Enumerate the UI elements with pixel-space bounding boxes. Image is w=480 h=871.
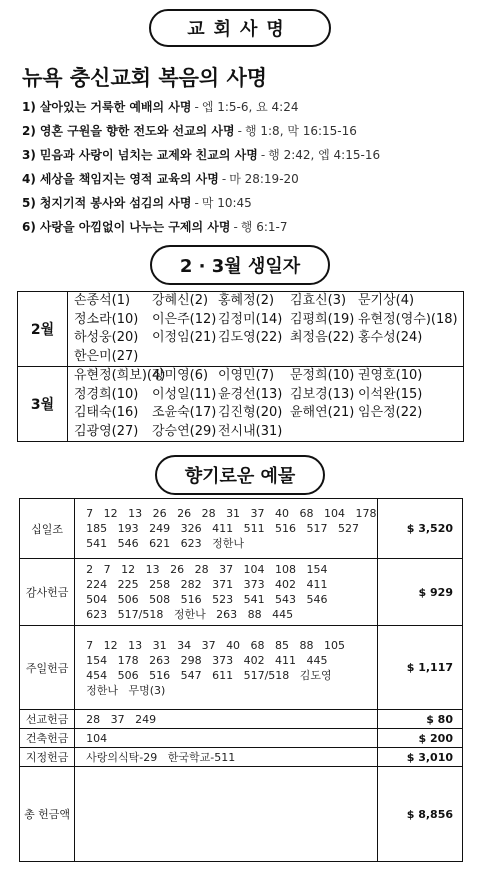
- offering-amount: $ 8,856: [377, 767, 463, 862]
- birthday-name: 이석완(15): [358, 386, 423, 402]
- mission-item-number: 1): [22, 100, 36, 114]
- birthday-name: 임은정(22): [358, 405, 423, 420]
- offering-donor-list: [75, 559, 377, 626]
- birthday-name: 하성웅(20): [74, 330, 139, 345]
- mission-item-reference: 행 1:8, 막 16:15-16: [244, 124, 357, 138]
- offering-donor-line: 사랑의식탁-29 한국학교-511: [86, 750, 236, 764]
- birthday-names-cell: [68, 367, 464, 442]
- offering-donor-list: [75, 767, 377, 862]
- offering-amount: $ 1,117: [377, 626, 463, 710]
- mission-item-number: 2): [22, 124, 36, 138]
- offering-amount: $ 200: [377, 729, 463, 748]
- offering-donor-line: 454 506 516 547 611 517/518 김도영: [86, 668, 332, 682]
- birthday-line: [74, 367, 463, 386]
- mission-item-number: 6): [22, 220, 36, 234]
- mission-item: [22, 143, 380, 167]
- birthday-month-row: [18, 367, 464, 442]
- offering-donor-line: 185 193 249 326 411 511 516 517 527: [86, 522, 360, 535]
- mission-item-text: 세상을 책임지는 영적 교육의 사명: [39, 172, 219, 186]
- birthday-name: 손종석(1): [74, 293, 131, 308]
- birthday-name: 권영호(10): [358, 368, 423, 383]
- mission-item-text: 청지기적 봉사와 섬김의 사명: [39, 196, 192, 210]
- birthday-name: 김진형(20): [218, 405, 283, 420]
- birthday-name: 김광영(27): [74, 423, 139, 439]
- offering-category: 십일조: [20, 499, 75, 559]
- offering-donor-list: [75, 710, 377, 729]
- offering-table: [19, 498, 463, 862]
- mission-item-dash: -: [233, 220, 238, 234]
- offering-donor-list: [75, 499, 377, 559]
- birthday-name: 이은주(12): [152, 311, 217, 327]
- offering-category: 총 헌금액: [20, 767, 75, 862]
- offering-donor-line: 28 37 249: [86, 712, 157, 726]
- birthday-name: 문기상(4): [358, 293, 415, 308]
- birthday-line: [74, 348, 463, 367]
- offering-row: [20, 710, 463, 729]
- birthday-line: [74, 311, 463, 330]
- birthday-name: 정경희(10): [74, 386, 139, 402]
- offering-row: [20, 559, 463, 626]
- offering-category: 주일헌금: [20, 626, 75, 710]
- mission-item-number: 4): [22, 172, 36, 186]
- mission-list: [22, 95, 380, 239]
- offering-donor-list: [75, 729, 377, 748]
- mission-item-number: 5): [22, 196, 36, 210]
- birthday-name: 홍혜정(2): [218, 293, 275, 308]
- birthday-name: 한은미(27): [74, 348, 139, 364]
- birthday-line: [74, 423, 463, 442]
- birthday-name: 강승연(29): [152, 423, 217, 439]
- mission-item-text: 영혼 구원을 향한 전도와 선교의 사명: [39, 124, 235, 138]
- mission-item-reference: 마 28:19-20: [229, 172, 299, 186]
- offering-donor-list: [75, 748, 377, 767]
- offering-amount: $ 80: [377, 710, 463, 729]
- offering-amount: $ 929: [377, 559, 463, 626]
- mission-item-dash: -: [194, 196, 199, 210]
- birthday-line: [74, 292, 463, 311]
- offering-donor-line: 2 7 12 13 26 28 37 104 108 154: [86, 563, 328, 576]
- offering-donor-line: 154 178 263 298 373 402 411 445: [86, 653, 328, 667]
- offering-row: [20, 499, 463, 559]
- mission-title: 뉴욕 충신교회 복음의 사명: [22, 66, 268, 90]
- birthday-line: [74, 404, 463, 423]
- offering-row: [20, 767, 463, 862]
- offering-donor-line: 7 12 13 31 34 37 40 68 85 88 105: [86, 638, 346, 652]
- offering-row: [20, 729, 463, 748]
- birthday-section-header: 2 · 3월 생일자: [150, 245, 330, 285]
- birthday-line: [74, 386, 463, 405]
- offering-donor-list: [75, 626, 377, 710]
- mission-item-dash: -: [237, 124, 242, 138]
- birthday-name: 이영민(7): [218, 368, 275, 383]
- birthday-name: 장미영(6): [152, 368, 209, 383]
- mission-item: [22, 191, 380, 215]
- birthday-name: 유현정(영수)(18): [358, 311, 458, 327]
- birthday-name: 김보경(13): [290, 386, 355, 402]
- birthday-name: 문정희(10): [290, 368, 355, 383]
- birthday-name: 김태숙(16): [74, 405, 139, 420]
- offering-donor-line: 541 546 621 623 정한나: [86, 537, 244, 550]
- mission-item-dash: -: [221, 172, 227, 186]
- birthday-line: [74, 329, 463, 348]
- mission-section-header: 교회사명: [149, 9, 331, 47]
- birthday-name: 윤해연(21): [290, 405, 355, 420]
- mission-item-dash: -: [260, 148, 266, 162]
- birthday-name: 이성일(11): [152, 386, 217, 402]
- offering-donor-line: 504 506 508 516 523 541 543 546: [86, 593, 328, 606]
- mission-item-number: 3): [22, 148, 36, 162]
- offering-donor-line: 7 12 13 26 26 28 31 37 40 68 104 178: [86, 507, 377, 520]
- mission-item-reference: 행 6:1-7: [240, 220, 288, 234]
- birthday-month-label: 2월: [18, 292, 68, 367]
- offering-category: 감사헌금: [20, 559, 75, 626]
- birthday-name: 조윤숙(17): [152, 405, 217, 420]
- mission-item-reference: 엡 1:5-6, 요 4:24: [201, 100, 299, 114]
- birthday-name: 이정임(21): [152, 330, 217, 345]
- birthday-name: 김도영(22): [218, 330, 283, 345]
- offering-donor-line: 224 225 258 282 371 373 402 411: [86, 578, 328, 591]
- birthday-name: 유현정(희보)(4): [74, 368, 166, 383]
- offering-section-header: 향기로운 예물: [155, 455, 325, 495]
- birthday-name: 홍수성(24): [358, 330, 423, 345]
- birthday-table: [17, 291, 464, 442]
- birthday-name: 강혜신(2): [152, 293, 209, 308]
- birthday-name: 김정미(14): [218, 311, 283, 327]
- mission-item-dash: -: [194, 100, 199, 114]
- offering-donor-line: 정한나 무명(3): [86, 683, 166, 697]
- offering-category: 지정헌금: [20, 748, 75, 767]
- mission-item: [22, 215, 380, 239]
- birthday-name: 윤경선(13): [218, 386, 283, 402]
- birthday-name: 김효신(3): [290, 293, 347, 308]
- mission-item: [22, 119, 380, 143]
- offering-category: 선교헌금: [20, 710, 75, 729]
- birthday-name: 최정음(22): [290, 330, 355, 345]
- mission-item-reference: 막 10:45: [201, 196, 252, 210]
- birthday-names-cell: [68, 292, 464, 367]
- mission-item-text: 믿음과 사랑이 넘치는 교제와 친교의 사명: [39, 148, 258, 162]
- offering-amount: $ 3,010: [377, 748, 463, 767]
- mission-item-text: 살아있는 거룩한 예배의 사명: [39, 100, 192, 114]
- offering-amount: $ 3,520: [377, 499, 463, 559]
- birthday-name: 김평희(19): [290, 311, 355, 327]
- birthday-month-label: 3월: [18, 367, 68, 442]
- birthday-name: 정소라(10): [74, 311, 139, 327]
- offering-donor-line: 104: [86, 731, 108, 745]
- offering-donor-line: 623 517/518 정한나 263 88 445: [86, 608, 294, 621]
- offering-row: [20, 748, 463, 767]
- offering-row: [20, 626, 463, 710]
- mission-item-text: 사랑을 아낌없이 나누는 구제의 사명: [39, 220, 231, 234]
- offering-category: 건축헌금: [20, 729, 75, 748]
- mission-item-reference: 행 2:42, 엡 4:15-16: [268, 148, 381, 162]
- mission-item: [22, 167, 380, 191]
- birthday-name: 전시내(31): [218, 423, 283, 439]
- mission-item: [22, 95, 380, 119]
- birthday-month-row: [18, 292, 464, 367]
